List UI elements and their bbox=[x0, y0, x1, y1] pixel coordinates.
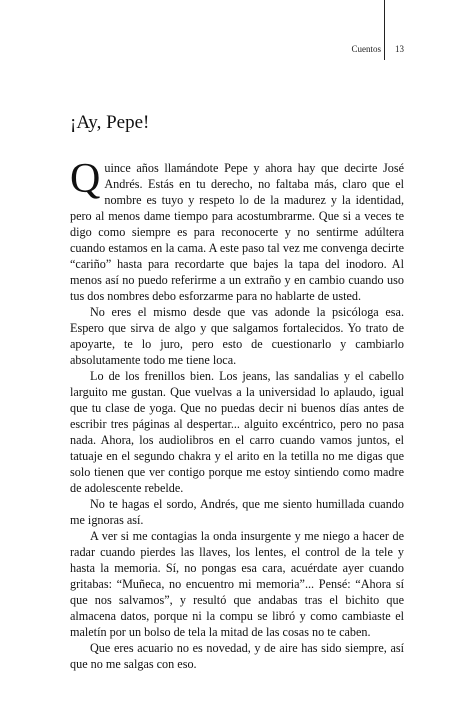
paragraph-2: No eres el mismo desde que vas adonde la psicóloga esa. Espero que sirva de algo y que salgamos fortalecidos. Yo trato de apoyarte, te lo juro, pero esto de cuestionarlo y cambiarlo absolutamente todo me tiene loca. bbox=[70, 305, 404, 367]
paragraph-1 bbox=[70, 156, 404, 304]
drop-cap: Q bbox=[70, 156, 101, 202]
page-number: 13 bbox=[395, 44, 404, 54]
paragraph-6: Que eres acuario no es novedad, y de aire has sido siempre, así que no me salgas con eso. bbox=[70, 641, 404, 671]
paragraph-3: Lo de los frenillos bien. Los jeans, las sandalias y el cabello larguito me gustan. Que vuelvas a la universidad lo aplaudo, igual que tu clase de yoga. Que no puedas decir ni buenos días antes de escribir tres páginas al despertar... alguito excéntrico, pero no pasa nada. Ahora, los audiolibros en el carro cuando vamos juntos, el tatuaje en el segundo chakra y el arito en la tetilla no me digas que solo tienen que ver contigo porque me estoy sintiendo como madre de adolescente rebelde. bbox=[70, 369, 404, 495]
paragraph-4: No te hagas el sordo, Andrés, que me siento humillada cuando me ignoras así. bbox=[70, 497, 404, 527]
story-body bbox=[70, 156, 404, 672]
section-title: Cuentos bbox=[351, 44, 381, 54]
paragraph-5: A ver si me contagias la onda insurgente y me niego a hacer de radar cuando pierdes las llaves, los lentes, el control de la tele y hasta la memoria. Sí, no pongas esa cara, acuérdate ayer cuando gritabas: “Muñeca, no encuentro mi memoria”... Pensé: “Ahora sí que nos salvamos”, y resultó que andabas tras el bichito que almacena datos, porque ni la compu se libró y como cambiaste el maletín por un bolso de tela la mitad de las cosas no te caben. bbox=[70, 529, 404, 639]
running-head bbox=[300, 44, 404, 54]
paragraph-1-text: uince años llamándote Pepe y ahora hay que decirte José Andrés. Estás en tu derecho, no faltaba más, claro que el nombre es tuyo y respeto lo de la madurez y la identidad, pero al menos dame tiempo para acostumbrarme. Que si a veces te digo como siempre es para reconocerte y no sentirme adúltera cuando estamos en la cama. A este paso tal vez me convenga decirte “cariño” hasta para recordarte que bajes la tapa del inodoro. Al menos así no puedo referirme a un extraño y en cambio cuando uso tus dos nombres debo esforzarme para no hablarte de usted. bbox=[70, 161, 404, 303]
story-title: ¡Ay, Pepe! bbox=[70, 112, 150, 133]
